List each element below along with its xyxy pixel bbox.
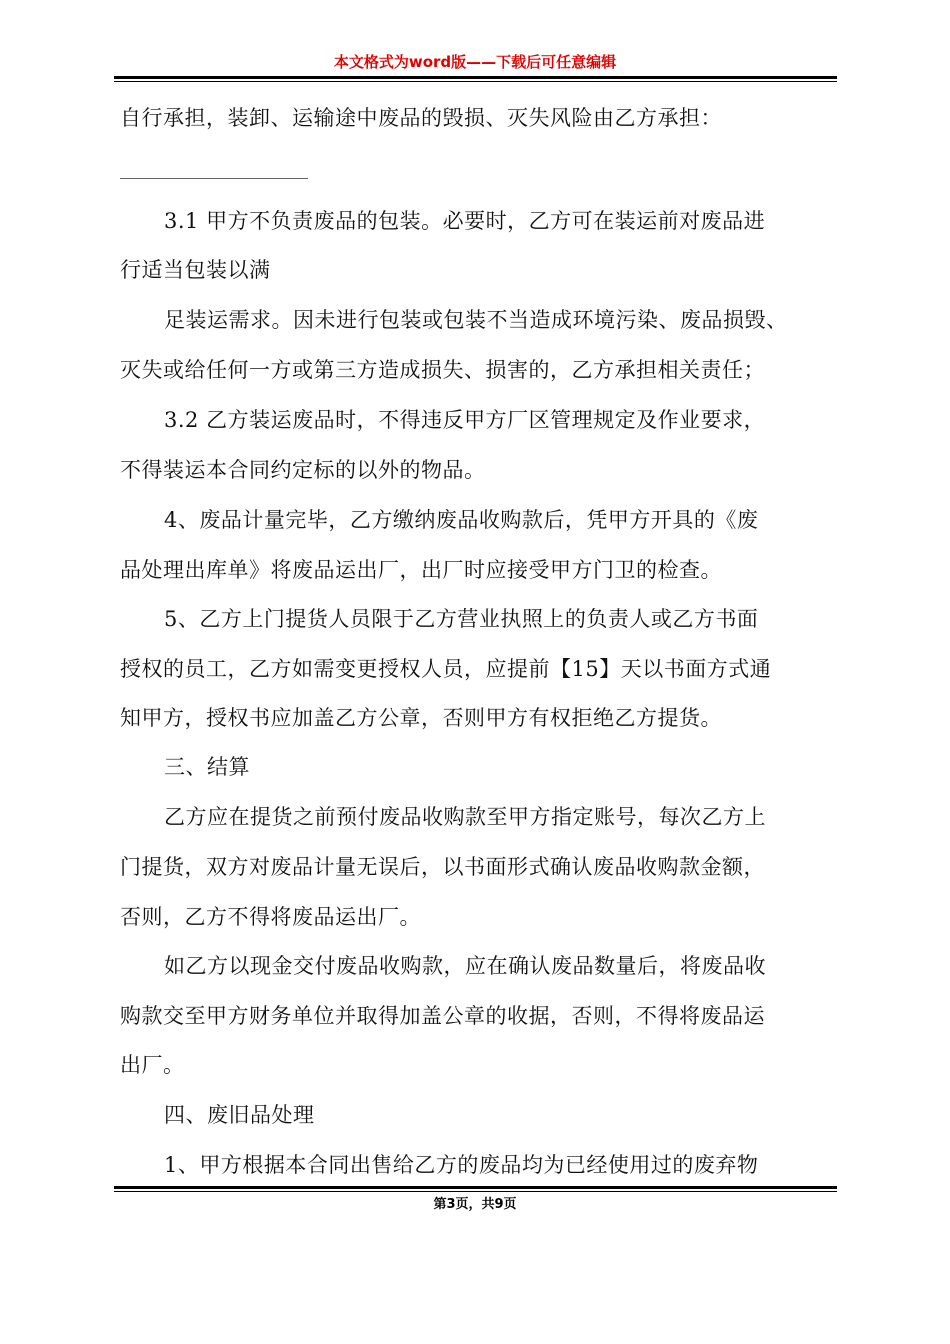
header-rule-thin <box>114 81 837 82</box>
body-line: 行适当包装以满 <box>120 258 271 282</box>
header-rule-thick <box>114 76 837 79</box>
body-line: 4、废品计量完毕，乙方缴纳废品收购款后，凭甲方开具的《废 <box>164 508 759 532</box>
body-line: 门提货，双方对废品计量无误后，以书面形式确认废品收购款金额， <box>120 855 765 879</box>
body-line: 灭失或给任何一方或第三方造成损失、损害的，乙方承担相关责任； <box>120 358 765 382</box>
body-line: 足装运需求。因未进行包装或包装不当造成环境污染、废品损毁、 <box>164 308 788 332</box>
body-line: 不得装运本合同约定标的以外的物品。 <box>120 458 486 482</box>
body-line: 如乙方以现金交付废品收购款，应在确认废品数量后，将废品收 <box>164 954 766 978</box>
body-line: 否则，乙方不得将废品运出厂。 <box>120 905 421 929</box>
body-line: 3.2 乙方装运废品时，不得违反甲方厂区管理规定及作业要求， <box>164 408 766 432</box>
body-line: 出厂。 <box>120 1053 185 1077</box>
body-line: 购款交至甲方财务单位并取得加盖公章的收据，否则，不得将废品运 <box>120 1004 765 1028</box>
section-heading: 三、结算 <box>164 755 250 779</box>
body-line: 3.1 甲方不负责废品的包装。必要时，乙方可在装运前对废品进 <box>164 209 766 233</box>
body-line: 授权的员工，乙方如需变更授权人员，应提前【15】天以书面方式通 <box>120 657 772 681</box>
body-line: 5、乙方上门提货人员限于乙方营业执照上的负责人或乙方书面 <box>164 607 759 631</box>
body-line: 知甲方，授权书应加盖乙方公章，否则甲方有权拒绝乙方提货。 <box>120 706 722 730</box>
body-line: 品处理出库单》将废品运出厂，出厂时应接受甲方门卫的检查。 <box>120 558 722 582</box>
body-line: 自行承担，装卸、运输途中废品的毁损、灭失风险由乙方承担： <box>120 106 722 130</box>
footer-rule-thick <box>114 1186 837 1189</box>
footer-rule-thin <box>114 1191 837 1192</box>
body-line: 乙方应在提货之前预付废品收购款至甲方指定账号，每次乙方上 <box>164 805 766 829</box>
separator-rule <box>120 178 308 179</box>
section-heading: 四、废旧品处理 <box>164 1103 315 1127</box>
header-title: 本文格式为word版——下载后可任意编辑 <box>333 53 617 71</box>
body-line: 1、甲方根据本合同出售给乙方的废品均为已经使用过的废弃物 <box>164 1153 759 1177</box>
page-number: 第3页，共9页 <box>433 1197 517 1212</box>
